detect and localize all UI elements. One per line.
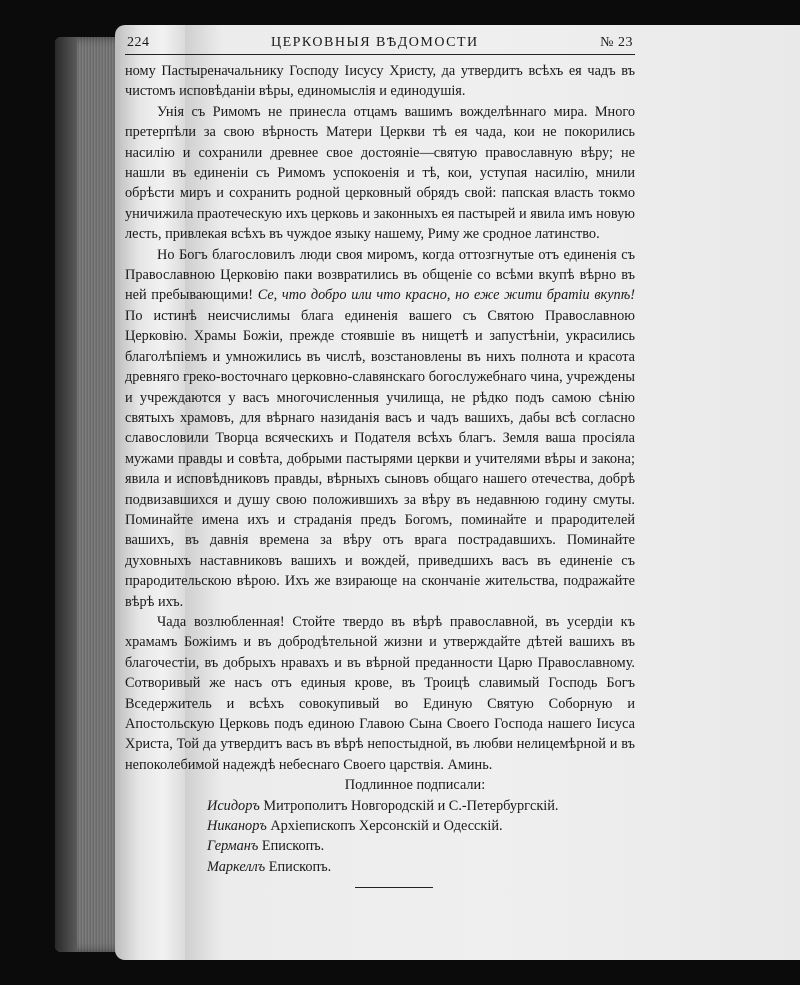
scripture-quote: Се, что добро или что красно, но еже жити братіи вкупѣ! (257, 287, 635, 304)
signatory-name: Никаноръ (207, 818, 267, 835)
body-text (125, 61, 635, 775)
signature-line (125, 836, 635, 856)
signatory-name: Исидоръ (207, 797, 260, 814)
issue-number: № 23 (600, 35, 633, 50)
paragraph: ному Пастыреначальнику Господу Іисусу Христу, да утвердитъ всѣхъ ея чадъ въ чистомъ исповѣданіи вѣры, единомыслія и единодушія. (125, 63, 635, 100)
signature-line (125, 857, 635, 877)
signature-line (125, 796, 635, 816)
paragraph-text: Но Богъ благословилъ люди своя миромъ, когда оттозгнутые отъ единенія съ Православною Церковію паки возвратились въ общеніе со всѣми вкупѣ вѣрно въ ней пребывающими! (125, 246, 635, 304)
signatory-title: Епископъ. (261, 838, 325, 855)
paragraph-text: По истинѣ неисчислимы блага единенія вашего съ Святою Православною Церковію. Храмы Божіи, прежде стоявшіе въ нищетѣ и запустѣніи, украсились благолѣпіемъ и умножились въ числѣ, возстановлены въ нихъ полнота и красота древняго греко-восточнаго церковно-славянскаго богослужебнаго чина, учреждены и учреждаются у васъ многочисленныя училища, не рѣдко подъ самою сѣнію святыхъ храмовъ, для вѣрнаго назиданія васъ и чадъ вашихъ, дабы всѣ согласно славословили Творца всяческихъ и Подателя всѣхъ благъ. Земля ваша просіяла мужами правды и совѣта, добрыми пастырями церкви и учителями вѣры и закона; явила и исповѣдниковъ правды, вѣрныхъ сыновъ общаго нашего отечества, добрѣ подвизавшихся и душу свою положившихъ за вѣру въ недавнюю годину смуты. Поминайте имена ихъ и страданія предъ Богомъ, поминайте и прародителей вашихъ, въ давнія времена за вѣру отъ врага пострадавшихъ. Поминайте духовныхъ наставниковъ вашихъ и вождей, приведшихъ васъ въ единеніе съ прародительскою вѣрою. Ихъ же взирающе на скончаніе жительства, подражайте вѣрѣ ихъ. (125, 307, 635, 610)
page-number: 224 (127, 35, 150, 50)
paragraph: Чада возлюбленная! Стойте твердо въ вѣрѣ православной, въ усердіи къ храмамъ Божіимъ и въ добродѣтельной жизни и утверждайте дѣтей вашихъ въ благочестіи, въ добрыхъ нравахъ и въ вѣрной преданности Царю Православному. Сотворивый же насъ отъ единыя крове, въ Троицѣ славимый Господь Богъ Вседержитель и всѣхъ совокупивый во Единую Святую Соборную и Апостольскую Церковь подъ единою Главою Сына Своего Господа нашего Іисуса Христа, Той да утвердитъ васъ въ вѣрѣ непостыдной, въ любви нелицемѣрной и въ непоколебимой надеждѣ небеснаго Своего царствія. Аминь. (125, 613, 635, 773)
signatory-title: Митрополитъ Новгородскій и С.-Петербургскій. (263, 797, 559, 814)
end-rule (355, 887, 433, 888)
running-header (125, 35, 635, 55)
signatory-title: Архіепископъ Херсонскій и Одесскій. (270, 818, 503, 835)
journal-title: ЦЕРКОВНЫЯ ВѢДОМОСТИ (270, 35, 479, 50)
signatory-title: Епископъ. (268, 858, 332, 875)
signed-label: Подлинное подписали: (344, 777, 486, 794)
paragraph: Унія съ Римомъ не принесла отцамъ вашимъ вожделѣннаго мира. Много претерпѣли за свою вѣрность Матери Церкви тѣ ея чада, кои не покорились насилію и сохранили древнее свое достояніе—святую православную вѣру; не нашли въ единеніи съ Римомъ успокоенія и тѣ, кои, уступая насилію, мнили обрѣсти миръ и сохранить родной церковный обрядъ свой: папская власть токмо уничижила праотеческую ихъ церковь и законныхъ ея пастырей и явила имъ новую лесть, привлекая всѣхъ въ чуждое языку нашему, Риму же сродное латинство. (125, 103, 635, 243)
signatory-name: Маркеллъ (207, 858, 266, 875)
paragraph (125, 245, 635, 612)
signatory-name: Германъ (207, 838, 259, 855)
signature-line (125, 816, 635, 836)
page-content (125, 35, 635, 888)
